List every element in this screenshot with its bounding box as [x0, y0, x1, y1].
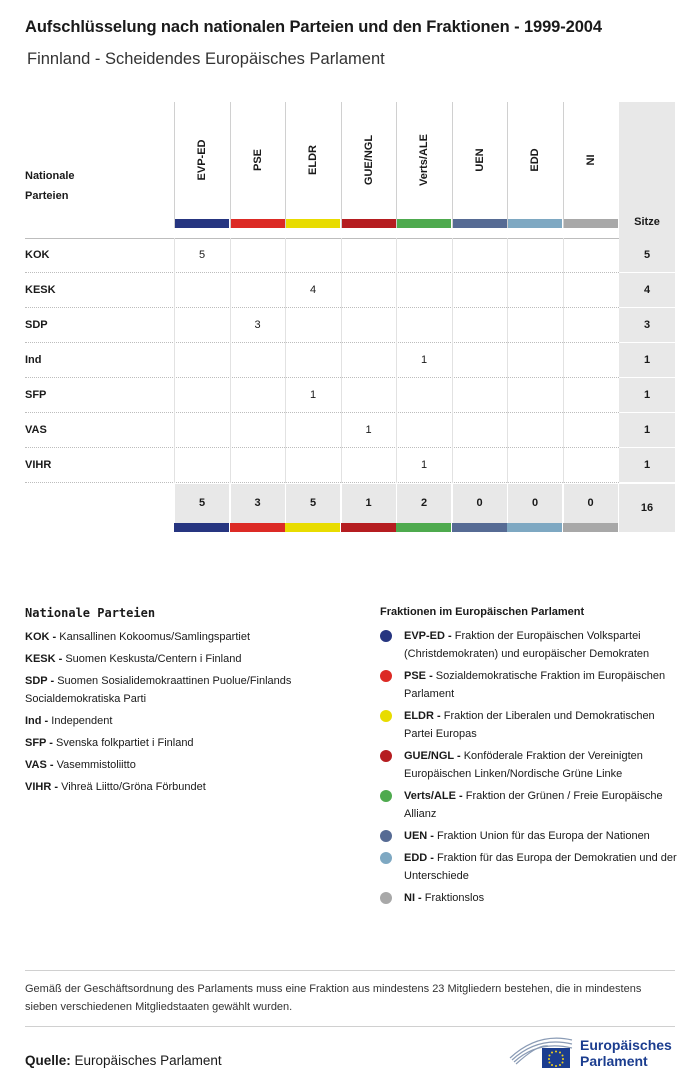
national-party-item	[25, 628, 355, 646]
group-total-cell: 0	[452, 484, 507, 523]
separator: -	[427, 830, 438, 842]
party-abbr: SDP	[25, 675, 48, 687]
group-header	[285, 102, 340, 228]
national-party-item	[25, 778, 355, 796]
seat-cell	[174, 413, 229, 448]
group-abbr: EDD	[404, 852, 428, 864]
group-color-bar	[397, 219, 451, 228]
party-abbr: Ind	[25, 715, 42, 727]
seat-cell	[285, 238, 340, 273]
seat-cell	[285, 308, 340, 343]
seat-cell: 1	[396, 343, 451, 378]
separator: -	[433, 710, 444, 722]
group-color-bar	[564, 219, 618, 228]
group-header-label: GUE/NGL	[362, 134, 375, 186]
seat-cell	[230, 343, 285, 378]
group-legend-item	[380, 627, 680, 663]
group-color-bar	[507, 523, 562, 532]
group-abbr: EVP-ED	[404, 630, 445, 642]
group-abbr: NI	[404, 892, 415, 904]
separator: -	[46, 759, 57, 771]
seat-cell	[174, 308, 229, 343]
source-line	[25, 1053, 222, 1068]
seat-cell: 5	[174, 238, 229, 273]
separator: -	[47, 675, 58, 687]
seat-cell	[452, 273, 507, 308]
group-total-cell: 3	[230, 484, 285, 523]
group-legend-item	[380, 707, 680, 743]
national-party-item	[25, 756, 355, 774]
party-name: Kansallinen Kokoomus/Samlingspartiet	[59, 631, 251, 643]
separator: -	[444, 630, 455, 642]
seat-cell	[341, 448, 396, 483]
group-color-bar	[341, 523, 396, 532]
seat-cell	[341, 308, 396, 343]
row-total: 4	[619, 273, 675, 308]
seat-cell	[174, 343, 229, 378]
national-party-item	[25, 734, 355, 752]
group-header-label: EDD	[529, 148, 541, 172]
group-abbr: UEN	[404, 830, 428, 842]
page-subtitle: Finnland - Scheidendes Europäisches Parlament	[27, 50, 385, 68]
party-abbr: KESK	[25, 653, 56, 665]
group-header-label: NI	[584, 154, 597, 166]
group-color-dot-icon	[380, 630, 392, 642]
row-total: 1	[619, 448, 675, 483]
group-color-dot-icon	[380, 750, 392, 762]
group-header-label: PSE	[251, 148, 264, 172]
logo-line-1: Europäisches	[580, 1037, 672, 1053]
separator: -	[427, 852, 438, 864]
group-legend-item	[380, 787, 680, 823]
separator: -	[46, 737, 56, 749]
separator: -	[426, 670, 436, 682]
row-total: 5	[619, 238, 675, 273]
group-abbr: GUE/NGL	[404, 750, 454, 762]
group-totals-row	[174, 484, 675, 532]
group-header-label: UEN	[473, 148, 486, 172]
group-color-bar	[453, 219, 507, 228]
seat-cell	[285, 413, 340, 448]
seat-cell	[452, 378, 507, 413]
seat-cell	[452, 308, 507, 343]
group-color-bar	[563, 523, 618, 532]
seat-cell	[452, 413, 507, 448]
group-legend-item	[380, 747, 680, 783]
group-total-cell: 5	[285, 484, 340, 523]
party-abbr: VIHR	[25, 781, 52, 793]
group-total-cell: 0	[563, 484, 618, 523]
seat-cell	[452, 343, 507, 378]
party-name: Svenska folkpartiet i Finland	[55, 737, 194, 749]
seat-cell	[174, 273, 229, 308]
separator: -	[51, 781, 62, 793]
table-row	[25, 238, 675, 273]
seat-cell	[396, 273, 451, 308]
group-color-bar	[230, 523, 285, 532]
group-header	[507, 102, 562, 228]
group-total-cell: 5	[174, 484, 229, 523]
group-abbr: ELDR	[404, 710, 434, 722]
separator: -	[415, 892, 425, 904]
seat-cell	[341, 273, 396, 308]
separator: -	[49, 631, 60, 643]
party-abbr: SFP	[25, 737, 47, 749]
group-header	[341, 102, 396, 228]
seat-cell	[341, 378, 396, 413]
ep-logo	[508, 1032, 676, 1072]
group-color-dot-icon	[380, 830, 392, 842]
seat-cell: 1	[285, 378, 340, 413]
national-party-item	[25, 712, 355, 730]
group-color-bar	[508, 219, 562, 228]
seat-cell	[563, 273, 618, 308]
party-name: Vasemmistoliitto	[56, 759, 136, 771]
page-title: Aufschlüsselung nach nationalen Parteien und den Fraktionen - 1999-2004	[25, 18, 602, 36]
seat-cell	[341, 238, 396, 273]
seat-cell: 1	[341, 413, 396, 448]
seat-cell	[563, 308, 618, 343]
group-name: Fraktion der Liberalen und Demokratischen Partei Europas	[404, 710, 655, 740]
seats-header-label: Sitze	[634, 216, 660, 228]
party-abbr: VAS	[25, 759, 47, 771]
row-total: 1	[619, 378, 675, 413]
table-row	[25, 273, 675, 308]
seat-cell: 4	[285, 273, 340, 308]
groups-legend	[380, 606, 680, 911]
seat-cell	[174, 448, 229, 483]
party-name: Suomen Keskusta/Centern i Finland	[65, 653, 242, 665]
party-abbr: SFP	[25, 389, 47, 401]
seat-cell	[507, 413, 562, 448]
seat-cell	[230, 378, 285, 413]
group-header	[174, 102, 229, 228]
seat-cell: 1	[396, 448, 451, 483]
group-header	[452, 102, 507, 228]
group-total-cell: 1	[341, 484, 396, 523]
row-header-label: Nationale Parteien	[25, 170, 75, 202]
group-color-bar	[342, 219, 396, 228]
seat-cell	[563, 413, 618, 448]
table-row	[25, 308, 675, 343]
source-value: Europäisches Parlament	[74, 1053, 222, 1068]
group-legend-item	[380, 889, 680, 907]
party-name: Vihreä Liitto/Gröna Förbundet	[61, 781, 206, 793]
seat-cell	[230, 273, 285, 308]
group-header-label: EVP-ED	[196, 139, 208, 181]
group-abbr: Verts/ALE	[404, 790, 456, 802]
party-abbr: KESK	[25, 284, 56, 296]
seat-cell	[452, 238, 507, 273]
seat-cell	[563, 378, 618, 413]
group-total-cell: 0	[507, 484, 562, 523]
groups-legend-title: Fraktionen im Europäischen Parlament	[380, 606, 585, 618]
seats-header	[619, 102, 675, 238]
ep-emblem-icon	[508, 1032, 576, 1072]
source-label: Quelle:	[25, 1053, 71, 1068]
group-header-label: ELDR	[307, 145, 319, 175]
group-color-bar	[231, 219, 285, 228]
grand-total: 16	[619, 484, 675, 532]
group-color-bar	[174, 523, 229, 532]
group-color-bar	[452, 523, 507, 532]
seat-cell	[563, 238, 618, 273]
seat-cell	[396, 238, 451, 273]
table-row	[25, 413, 675, 448]
party-abbr: KOK	[25, 631, 50, 643]
group-total-cell: 2	[396, 484, 451, 523]
group-name: Konföderale Fraktion der Vereinigten Europäischen Linken/Nordische Grüne Linke	[404, 750, 643, 780]
separator: -	[55, 653, 66, 665]
party-abbr: KOK	[25, 249, 50, 261]
separator: -	[455, 790, 466, 802]
table-row	[25, 448, 675, 483]
seat-cell	[507, 273, 562, 308]
group-color-bar	[285, 523, 340, 532]
group-color-dot-icon	[380, 892, 392, 904]
group-name: Fraktionslos	[424, 892, 485, 904]
group-color-bar	[286, 219, 340, 228]
group-color-dot-icon	[380, 710, 392, 722]
group-legend-item	[380, 849, 680, 885]
seat-cell	[230, 413, 285, 448]
seat-cell	[507, 343, 562, 378]
row-total: 1	[619, 413, 675, 448]
group-color-bar	[396, 523, 451, 532]
seat-cell	[507, 378, 562, 413]
table-row	[25, 343, 675, 378]
group-name: Fraktion für das Europa der Demokratien und der Unterschiede	[404, 852, 677, 882]
party-name: Suomen Sosialidemokraattinen Puolue/Finlands Socialdemokratiska Parti	[25, 675, 292, 705]
group-name: Fraktion der Grünen / Freie Europäische Allianz	[404, 790, 663, 820]
national-legend-title: Nationale Parteien	[25, 606, 156, 620]
seat-cell	[230, 238, 285, 273]
row-total: 1	[619, 343, 675, 378]
group-legend-item	[380, 827, 680, 845]
seat-cell	[396, 413, 451, 448]
separator: -	[41, 715, 52, 727]
group-header-label: Verts/ALE	[418, 134, 430, 186]
group-name: Fraktion der Europäischen Volkspartei (Christdemokraten) und europäischer Demokraten	[404, 630, 650, 660]
group-color-dot-icon	[380, 790, 392, 802]
rules-note: Gemäß der Geschäftsordnung des Parlaments muss eine Fraktion aus mindestens 23 Mitgliedern bestehen, die in mindestens sieben verschiedenen Mitgliedstaaten gewählt wurden.	[25, 970, 675, 1027]
party-name: Independent	[51, 715, 113, 727]
table-row	[25, 378, 675, 413]
seat-cell	[341, 343, 396, 378]
seat-cell	[507, 448, 562, 483]
seat-cell	[452, 448, 507, 483]
national-party-item	[25, 672, 355, 708]
group-name: Sozialdemokratische Fraktion im Europäischen Parlament	[404, 670, 666, 700]
national-party-item	[25, 650, 355, 668]
seat-cell	[396, 378, 451, 413]
seat-cell	[285, 448, 340, 483]
row-total: 3	[619, 308, 675, 343]
seat-cell	[507, 238, 562, 273]
seat-cell	[396, 308, 451, 343]
party-abbr: Ind	[25, 354, 42, 366]
group-legend-item	[380, 667, 680, 703]
party-abbr: VIHR	[25, 459, 52, 471]
seat-cell: 3	[230, 308, 285, 343]
national-parties-legend	[25, 606, 355, 800]
group-header	[230, 102, 285, 228]
logo-line-2: Parlament	[580, 1053, 648, 1069]
group-header	[396, 102, 451, 228]
seat-cell	[285, 343, 340, 378]
party-abbr: VAS	[25, 424, 47, 436]
party-abbr: SDP	[25, 319, 48, 331]
seat-cell	[174, 378, 229, 413]
seat-cell	[230, 448, 285, 483]
separator: -	[453, 750, 464, 762]
group-header	[563, 102, 618, 228]
group-name: Fraktion Union für das Europa der Nationen	[437, 830, 650, 842]
group-color-dot-icon	[380, 852, 392, 864]
seat-cell	[507, 308, 562, 343]
group-color-dot-icon	[380, 670, 392, 682]
group-color-bar	[175, 219, 229, 228]
group-abbr: PSE	[404, 670, 427, 682]
seat-cell	[563, 343, 618, 378]
seat-cell	[563, 448, 618, 483]
